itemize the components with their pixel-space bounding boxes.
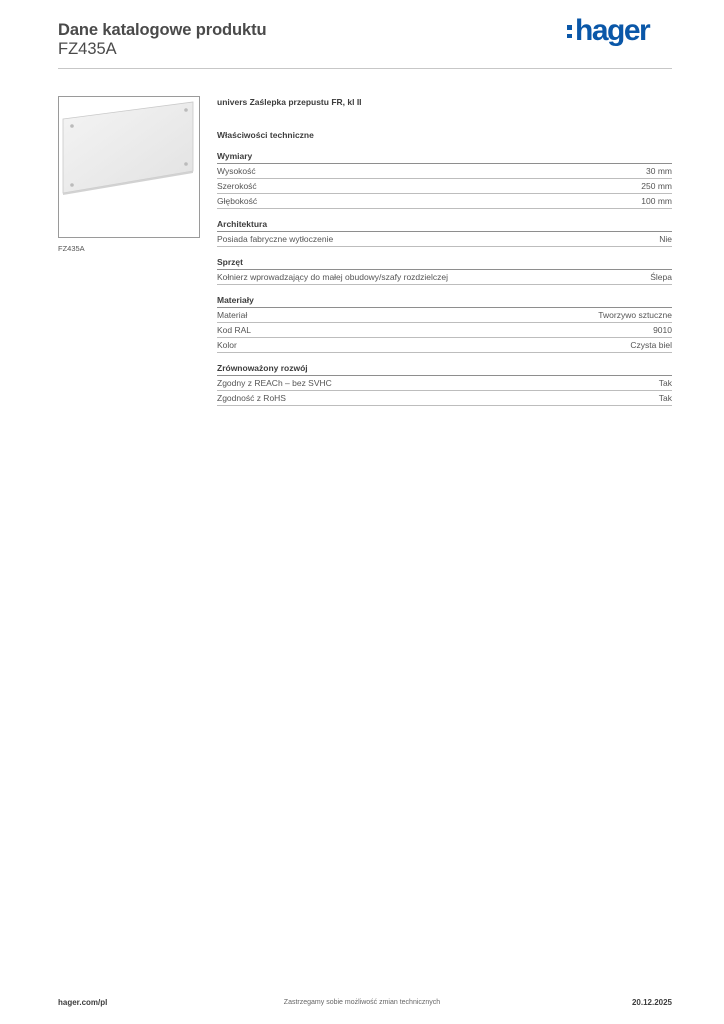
section-title: Właściwości techniczne xyxy=(217,130,314,140)
product-code: FZ435A xyxy=(58,40,117,58)
group-title: Sprzęt xyxy=(217,256,672,270)
spec-row xyxy=(217,391,672,406)
spec-label: Kod RAL xyxy=(217,325,252,335)
spec-group-architektura xyxy=(217,218,672,247)
group-title: Architektura xyxy=(217,218,672,232)
spec-value: Tworzywo sztuczne xyxy=(598,310,672,320)
spec-group-zrownowazony-rozwoj xyxy=(217,362,672,406)
spec-label: Posiada fabryczne wytłoczenie xyxy=(217,234,334,244)
spec-row xyxy=(217,194,672,209)
product-name: univers Zaślepka przepustu FR, kl II xyxy=(217,97,362,107)
spec-panel xyxy=(217,96,672,406)
footer-date: 20.12.2025 xyxy=(631,998,672,1007)
spec-label: Materiał xyxy=(217,310,248,320)
product-image xyxy=(58,96,200,238)
group-title: Materiały xyxy=(217,294,672,308)
spec-value: Ślepa xyxy=(650,272,672,282)
header-divider xyxy=(58,68,672,69)
spec-row xyxy=(217,179,672,194)
spec-group-wymiary xyxy=(217,150,672,209)
spec-row xyxy=(217,164,672,179)
spec-label: Wysokość xyxy=(217,166,256,176)
spec-group-sprzet xyxy=(217,256,672,285)
spec-label: Zgodność z RoHS xyxy=(217,393,286,403)
spec-row xyxy=(217,376,672,391)
logo-wordmark: hager xyxy=(575,14,650,47)
group-title: Wymiary xyxy=(217,150,672,164)
group-title: Zrównoważony rozwój xyxy=(217,362,672,376)
spec-value: 250 mm xyxy=(641,181,672,191)
spec-value: Nie xyxy=(659,234,672,244)
image-caption: FZ435A xyxy=(58,244,85,253)
spec-row xyxy=(217,232,672,247)
spec-value: Czysta biel xyxy=(630,340,672,350)
spec-value: Tak xyxy=(658,393,672,403)
spec-row xyxy=(217,270,672,285)
spec-row xyxy=(217,323,672,338)
spec-row xyxy=(217,338,672,353)
spec-label: Kołnierz wprowadzający do małej obudowy/szafy rozdzielczej xyxy=(217,272,449,282)
spec-label: Zgodny z REACh – bez SVHC xyxy=(217,378,332,388)
spec-value: 30 mm xyxy=(646,166,672,176)
spec-label: Głębokość xyxy=(217,196,258,206)
spec-row xyxy=(217,308,672,323)
footer-url: hager.com/pl xyxy=(58,998,108,1007)
cover-plate-icon xyxy=(59,97,199,237)
spec-label: Szerokość xyxy=(217,181,257,191)
footer-disclaimer: Zastrzegamy sobie możliwość zmian technicznych xyxy=(283,999,441,1006)
logo-dots-icon xyxy=(567,25,572,42)
spec-value: Tak xyxy=(658,378,672,388)
page-title: Dane katalogowe produktu xyxy=(58,21,267,39)
spec-group-materialy xyxy=(217,294,672,353)
spec-value: 9010 xyxy=(653,325,672,335)
spec-label: Kolor xyxy=(217,340,237,350)
spec-value: 100 mm xyxy=(641,196,672,206)
hager-logo xyxy=(567,16,649,46)
